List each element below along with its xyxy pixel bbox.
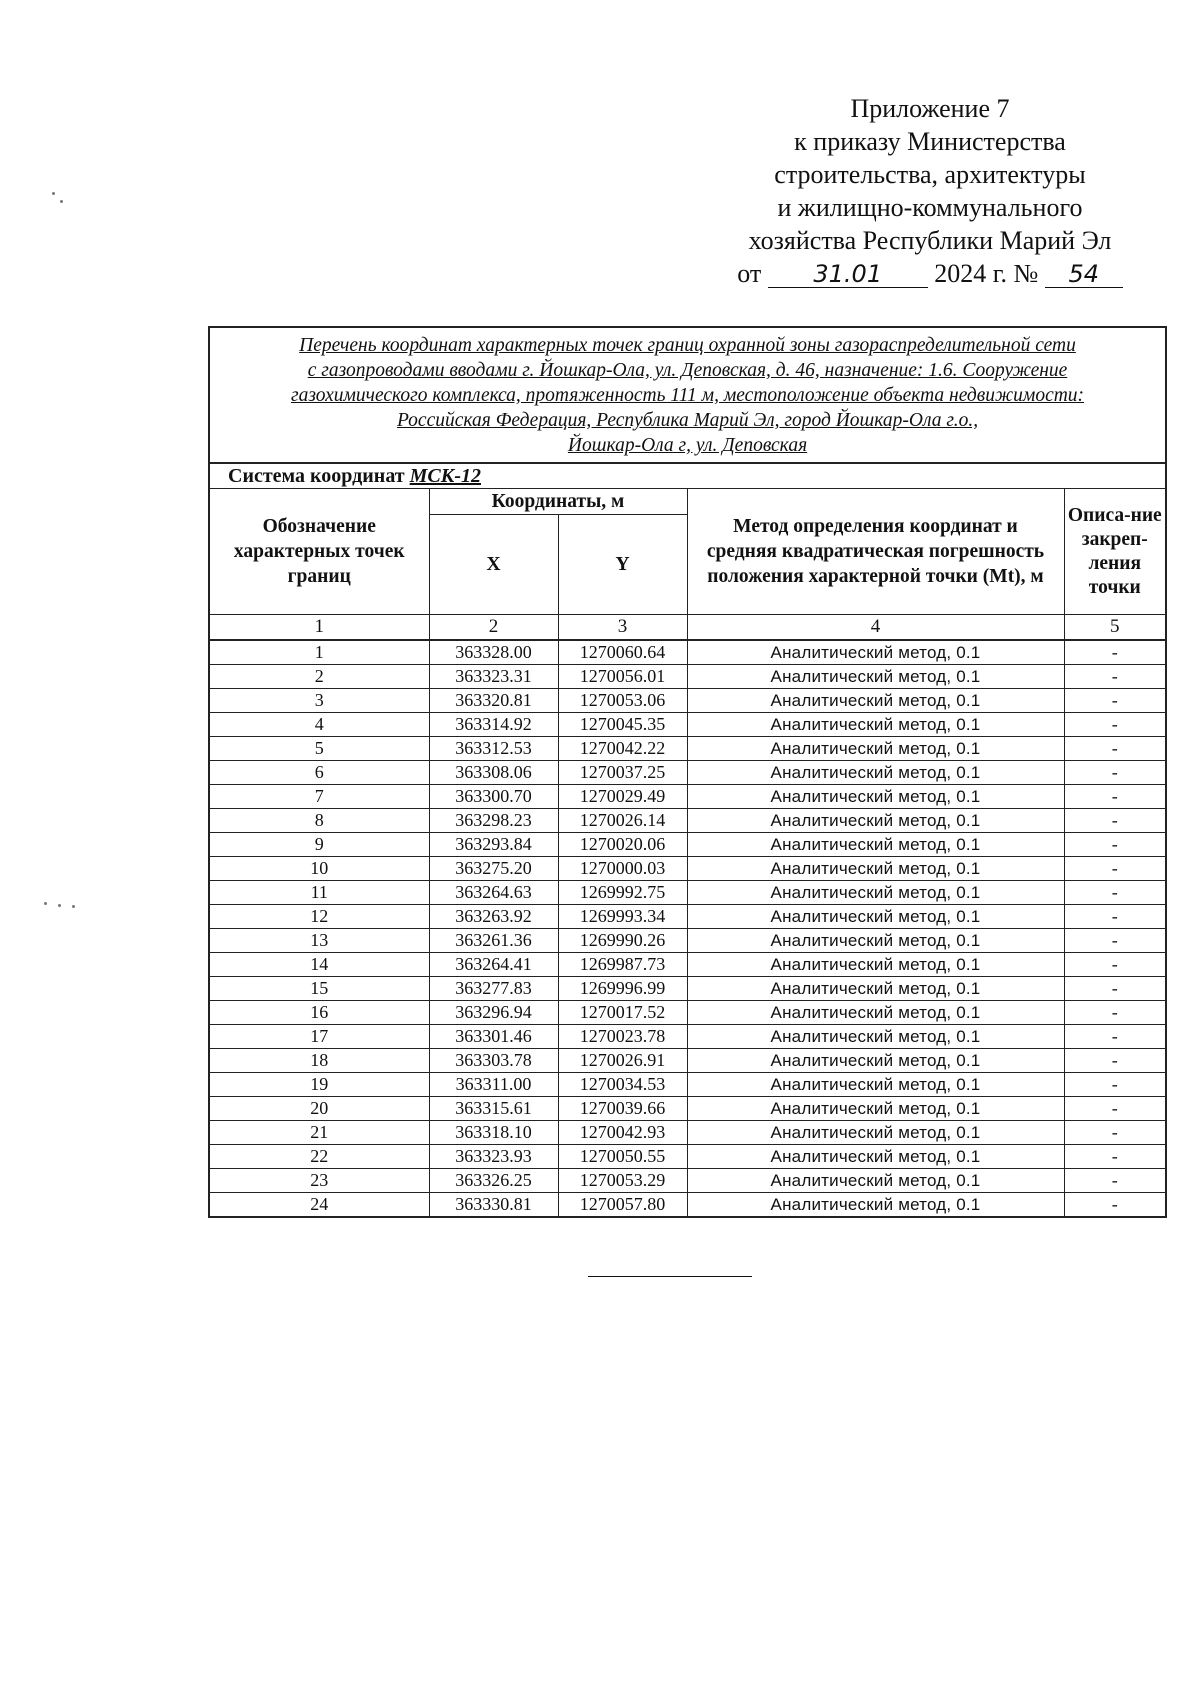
cell-description: - xyxy=(1064,713,1166,737)
cell-point-id: 4 xyxy=(209,713,429,737)
cell-coord-y: 1270045.35 xyxy=(558,713,687,737)
cell-description: - xyxy=(1064,1001,1166,1025)
cell-method: Аналитический метод, 0.1 xyxy=(687,857,1064,881)
appendix-line: к приказу Министерства xyxy=(794,127,1066,156)
cell-description: - xyxy=(1064,977,1166,1001)
scan-speck xyxy=(58,904,61,907)
header-x: X xyxy=(429,515,558,615)
cell-coord-y: 1270017.52 xyxy=(558,1001,687,1025)
title-line: Йошкар-Ола г, ул. Деповская xyxy=(567,435,808,456)
table-title xyxy=(209,327,1166,463)
cell-coord-x: 363312.53 xyxy=(429,737,558,761)
table-row xyxy=(209,857,1166,881)
cell-point-id: 23 xyxy=(209,1169,429,1193)
cell-coord-x: 363263.92 xyxy=(429,905,558,929)
table-row xyxy=(209,737,1166,761)
column-number: 2 xyxy=(429,615,558,641)
cell-description: - xyxy=(1064,761,1166,785)
cell-coord-x: 363264.41 xyxy=(429,953,558,977)
cell-description: - xyxy=(1064,737,1166,761)
cell-method: Аналитический метод, 0.1 xyxy=(687,737,1064,761)
table-row xyxy=(209,761,1166,785)
cell-coord-x: 363293.84 xyxy=(429,833,558,857)
table-row xyxy=(209,1121,1166,1145)
cell-method: Аналитический метод, 0.1 xyxy=(687,1145,1064,1169)
cell-coord-y: 1270026.14 xyxy=(558,809,687,833)
cell-description: - xyxy=(1064,1169,1166,1193)
cell-method: Аналитический метод, 0.1 xyxy=(687,905,1064,929)
cell-description: - xyxy=(1064,1097,1166,1121)
cell-coord-x: 363301.46 xyxy=(429,1025,558,1049)
system-value: МСК-12 xyxy=(409,465,481,487)
cell-method: Аналитический метод, 0.1 xyxy=(687,1097,1064,1121)
cell-description: - xyxy=(1064,689,1166,713)
table-row xyxy=(209,785,1166,809)
cell-description: - xyxy=(1064,809,1166,833)
header-coordinates: Координаты, м xyxy=(429,489,687,515)
cell-coord-x: 363323.93 xyxy=(429,1145,558,1169)
cell-method: Аналитический метод, 0.1 xyxy=(687,953,1064,977)
cell-description: - xyxy=(1064,785,1166,809)
table-row xyxy=(209,1025,1166,1049)
cell-description: - xyxy=(1064,1073,1166,1097)
cell-coord-x: 363315.61 xyxy=(429,1097,558,1121)
cell-method: Аналитический метод, 0.1 xyxy=(687,1121,1064,1145)
cell-coord-x: 363311.00 xyxy=(429,1073,558,1097)
table-row xyxy=(209,1145,1166,1169)
table-row xyxy=(209,905,1166,929)
cell-point-id: 10 xyxy=(209,857,429,881)
table-row xyxy=(209,1073,1166,1097)
cell-coord-y: 1270039.66 xyxy=(558,1097,687,1121)
title-line: Перечень координат характерных точек границ охранной зоны газораспределительной сети xyxy=(299,335,1076,356)
cell-point-id: 21 xyxy=(209,1121,429,1145)
cell-method: Аналитический метод, 0.1 xyxy=(687,1049,1064,1073)
cell-method: Аналитический метод, 0.1 xyxy=(687,640,1064,665)
cell-point-id: 3 xyxy=(209,689,429,713)
header-y: Y xyxy=(558,515,687,615)
cell-coord-y: 1270026.91 xyxy=(558,1049,687,1073)
date-prefix: от xyxy=(737,259,762,288)
cell-method: Аналитический метод, 0.1 xyxy=(687,689,1064,713)
cell-method: Аналитический метод, 0.1 xyxy=(687,1073,1064,1097)
title-line: с газопроводами вводами г. Йошкар-Ола, ул. Деповская, д. 46, назначение: 1.6. Сооружение xyxy=(307,360,1068,381)
cell-point-id: 16 xyxy=(209,1001,429,1025)
cell-method: Аналитический метод, 0.1 xyxy=(687,761,1064,785)
cell-coord-x: 363300.70 xyxy=(429,785,558,809)
cell-coord-x: 363326.25 xyxy=(429,1169,558,1193)
cell-description: - xyxy=(1064,640,1166,665)
cell-method: Аналитический метод, 0.1 xyxy=(687,1025,1064,1049)
table-row xyxy=(209,809,1166,833)
cell-coord-y: 1270057.80 xyxy=(558,1193,687,1218)
column-number: 3 xyxy=(558,615,687,641)
table-row xyxy=(209,953,1166,977)
handwritten-date: 31.01 xyxy=(768,261,928,288)
table-row xyxy=(209,1193,1166,1218)
table-row xyxy=(209,977,1166,1001)
scan-speck xyxy=(60,200,63,203)
cell-point-id: 1 xyxy=(209,640,429,665)
cell-coord-y: 1270000.03 xyxy=(558,857,687,881)
cell-description: - xyxy=(1064,929,1166,953)
cell-point-id: 22 xyxy=(209,1145,429,1169)
cell-point-id: 11 xyxy=(209,881,429,905)
table-row xyxy=(209,833,1166,857)
cell-point-id: 12 xyxy=(209,905,429,929)
table-row xyxy=(209,881,1166,905)
cell-coord-x: 363330.81 xyxy=(429,1193,558,1218)
cell-coord-x: 363296.94 xyxy=(429,1001,558,1025)
cell-description: - xyxy=(1064,1193,1166,1218)
cell-method: Аналитический метод, 0.1 xyxy=(687,665,1064,689)
header-description xyxy=(1064,489,1166,615)
cell-coord-x: 363264.63 xyxy=(429,881,558,905)
column-number: 5 xyxy=(1064,615,1166,641)
cell-point-id: 6 xyxy=(209,761,429,785)
cell-point-id: 2 xyxy=(209,665,429,689)
cell-point-id: 15 xyxy=(209,977,429,1001)
cell-description: - xyxy=(1064,1025,1166,1049)
title-line: газохимического комплекса, протяженность 111 м, местоположение объекта недвижимости: xyxy=(291,385,1085,406)
table-row xyxy=(209,1001,1166,1025)
table-row xyxy=(209,640,1166,665)
header-point: Обозначение характерных точек границ xyxy=(209,489,429,615)
cell-coord-y: 1270037.25 xyxy=(558,761,687,785)
cell-coord-x: 363314.92 xyxy=(429,713,558,737)
cell-method: Аналитический метод, 0.1 xyxy=(687,713,1064,737)
table-row xyxy=(209,713,1166,737)
coordinates-table xyxy=(208,326,1167,1218)
title-line: Российская Федерация, Республика Марий Эл, город Йошкар-Ола г.о., xyxy=(396,410,979,431)
cell-coord-y: 1270020.06 xyxy=(558,833,687,857)
cell-coord-x: 363303.78 xyxy=(429,1049,558,1073)
cell-description: - xyxy=(1064,953,1166,977)
cell-coord-x: 363298.23 xyxy=(429,809,558,833)
column-number: 4 xyxy=(687,615,1064,641)
cell-point-id: 9 xyxy=(209,833,429,857)
cell-coord-x: 363275.20 xyxy=(429,857,558,881)
cell-coord-y: 1270050.55 xyxy=(558,1145,687,1169)
cell-coord-x: 363308.06 xyxy=(429,761,558,785)
table-row xyxy=(209,689,1166,713)
cell-description: - xyxy=(1064,905,1166,929)
cell-coord-x: 363320.81 xyxy=(429,689,558,713)
cell-description: - xyxy=(1064,881,1166,905)
cell-point-id: 5 xyxy=(209,737,429,761)
scan-speck xyxy=(44,902,47,905)
system-label: Система координат xyxy=(228,465,405,487)
cell-coord-y: 1270023.78 xyxy=(558,1025,687,1049)
appendix-line: и жилищно-коммунального xyxy=(777,193,1083,222)
cell-method: Аналитический метод, 0.1 xyxy=(687,977,1064,1001)
cell-point-id: 20 xyxy=(209,1097,429,1121)
cell-coord-x: 363328.00 xyxy=(429,640,558,665)
coordinate-system xyxy=(209,463,1166,489)
cell-method: Аналитический метод, 0.1 xyxy=(687,833,1064,857)
handwritten-number: 54 xyxy=(1045,261,1123,288)
cell-description: - xyxy=(1064,665,1166,689)
cell-coord-y: 1269996.99 xyxy=(558,977,687,1001)
cell-method: Аналитический метод, 0.1 xyxy=(687,929,1064,953)
cell-coord-y: 1269992.75 xyxy=(558,881,687,905)
table-row xyxy=(209,1049,1166,1073)
cell-coord-x: 363261.36 xyxy=(429,929,558,953)
appendix-line: хозяйства Республики Марий Эл xyxy=(748,226,1112,255)
cell-point-id: 14 xyxy=(209,953,429,977)
cell-coord-y: 1270042.22 xyxy=(558,737,687,761)
cell-coord-y: 1269993.34 xyxy=(558,905,687,929)
cell-point-id: 17 xyxy=(209,1025,429,1049)
cell-method: Аналитический метод, 0.1 xyxy=(687,1169,1064,1193)
order-date-line xyxy=(700,257,1160,290)
cell-coord-x: 363318.10 xyxy=(429,1121,558,1145)
cell-coord-y: 1270053.06 xyxy=(558,689,687,713)
cell-coord-x: 363277.83 xyxy=(429,977,558,1001)
table-row xyxy=(209,1097,1166,1121)
cell-method: Аналитический метод, 0.1 xyxy=(687,1001,1064,1025)
table-row xyxy=(209,929,1166,953)
cell-coord-x: 363323.31 xyxy=(429,665,558,689)
year-label: 2024 г. № xyxy=(934,259,1039,288)
cell-coord-y: 1269987.73 xyxy=(558,953,687,977)
cell-coord-y: 1270029.49 xyxy=(558,785,687,809)
table-row xyxy=(209,1169,1166,1193)
cell-coord-y: 1270034.53 xyxy=(558,1073,687,1097)
cell-method: Аналитический метод, 0.1 xyxy=(687,1193,1064,1218)
cell-coord-y: 1270056.01 xyxy=(558,665,687,689)
cell-description: - xyxy=(1064,1121,1166,1145)
header-method: Метод определения координат и средняя квадратическая погрешность положения характерной точки (Mt), м xyxy=(687,489,1064,615)
cell-point-id: 19 xyxy=(209,1073,429,1097)
column-number: 1 xyxy=(209,615,429,641)
cell-method: Аналитический метод, 0.1 xyxy=(687,785,1064,809)
cell-description: - xyxy=(1064,1145,1166,1169)
appendix-line: строительства, архитектуры xyxy=(774,160,1086,189)
cell-method: Аналитический метод, 0.1 xyxy=(687,809,1064,833)
cell-point-id: 24 xyxy=(209,1193,429,1218)
table-row xyxy=(209,665,1166,689)
cell-description: - xyxy=(1064,1049,1166,1073)
header-description-text: Описа-ние закреп-ления точки xyxy=(1067,504,1162,598)
cell-point-id: 13 xyxy=(209,929,429,953)
end-separator-line xyxy=(588,1276,752,1277)
cell-coord-y: 1270060.64 xyxy=(558,640,687,665)
appendix-line: Приложение 7 xyxy=(850,94,1010,123)
scan-speck xyxy=(52,192,55,195)
scan-speck xyxy=(72,905,75,908)
cell-point-id: 7 xyxy=(209,785,429,809)
cell-description: - xyxy=(1064,833,1166,857)
cell-point-id: 8 xyxy=(209,809,429,833)
cell-coord-y: 1270053.29 xyxy=(558,1169,687,1193)
cell-point-id: 18 xyxy=(209,1049,429,1073)
appendix-block xyxy=(700,92,1160,290)
cell-description: - xyxy=(1064,857,1166,881)
cell-coord-y: 1270042.93 xyxy=(558,1121,687,1145)
cell-method: Аналитический метод, 0.1 xyxy=(687,881,1064,905)
cell-coord-y: 1269990.26 xyxy=(558,929,687,953)
